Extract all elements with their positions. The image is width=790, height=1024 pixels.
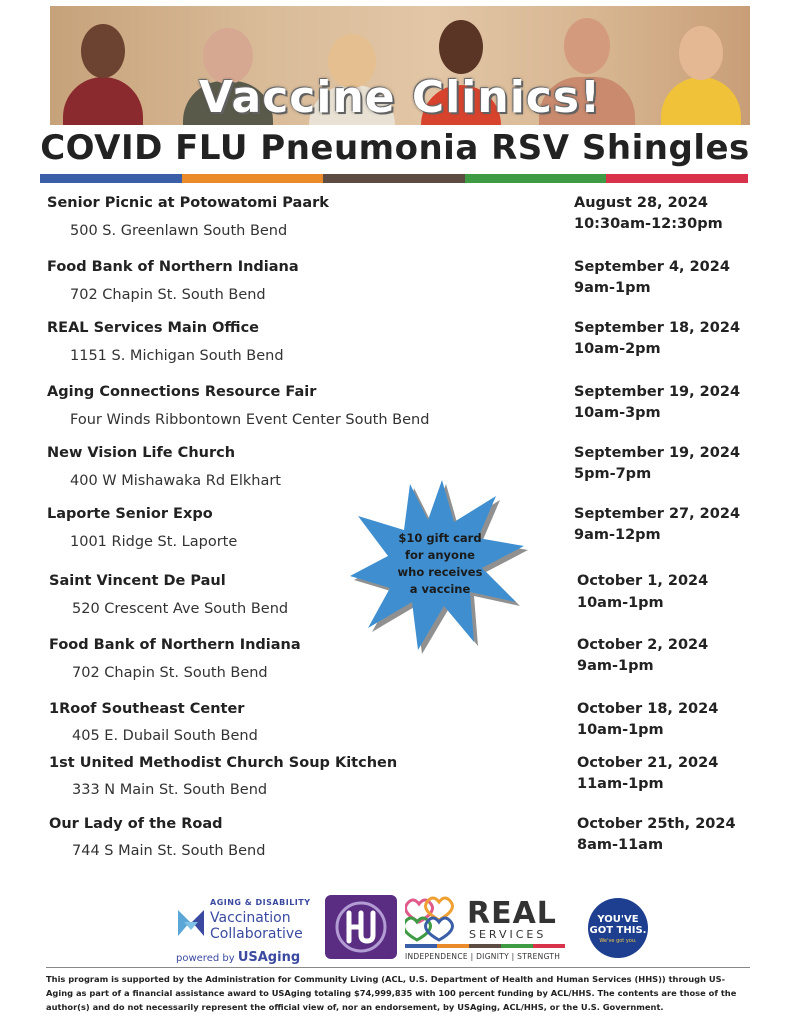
clinic-time: 9am-1pm	[574, 280, 651, 296]
avc-mark-icon	[176, 908, 206, 938]
clinic-time: 10am-2pm	[574, 341, 661, 357]
gift-card-line: $10 gift card	[398, 531, 482, 545]
avc-powered-by	[176, 950, 300, 965]
ygt-sub-text: We've got you.	[599, 938, 637, 944]
clinic-time: 10:30am-12:30pm	[574, 216, 723, 232]
gift-card-line: a vaccine	[409, 582, 471, 596]
avc-line-1: Vaccination	[210, 910, 291, 926]
clinic-name: Food Bank of Northern Indiana	[47, 259, 299, 275]
clinic-time: 10am-1pm	[577, 595, 664, 611]
hu-logo	[325, 895, 397, 959]
gift-card-offer	[380, 530, 500, 598]
clinic-address: 702 Chapin St. South Bend	[72, 665, 268, 681]
clinic-time: 9am-12pm	[574, 527, 661, 543]
clinic-name: New Vision Life Church	[47, 445, 236, 461]
clinic-date: September 18, 2024	[574, 320, 741, 336]
clinic-date: October 2, 2024	[577, 637, 709, 653]
real-wordmark: REAL	[467, 896, 557, 931]
clinic-address: 333 N Main St. South Bend	[72, 782, 268, 798]
vaccine-types-heading: COVID FLU Pneumonia RSV Shingles	[40, 128, 750, 168]
clinic-date: September 4, 2024	[574, 259, 730, 275]
clinic-name: Aging Connections Resource Fair	[47, 384, 317, 400]
clinic-address: 405 E. Dubail South Bend	[72, 728, 258, 744]
clinic-name: 1Roof Southeast Center	[49, 701, 245, 717]
clinic-date: October 18, 2024	[577, 701, 719, 717]
ygt-main-text: YOU'VE GOT THIS.	[589, 914, 647, 936]
usaging-brand: USAging	[237, 950, 301, 965]
color-divider-green	[465, 174, 607, 183]
powered-by-label: powered by	[176, 953, 235, 964]
real-color-bar	[405, 944, 565, 948]
funding-disclaimer: This program is supported by the Administration for Community Living (ACL, U.S. Department of Health and Human Services (HHS)) through US- Aging as part of a financial assistance award to USAging totaling $74,999,835 with 100 percent funding by ACL/HHS. The contents are those of the author(s) and do not necessarily represent the official view of, nor an endorsement, by USAging, ACL/HHS, or the U.S. Government.	[46, 974, 737, 1012]
clinic-address: 500 S. Greenlawn South Bend	[70, 223, 288, 239]
hu-mark-icon	[325, 895, 397, 959]
banner-title: Vaccine Clinics!	[198, 72, 602, 123]
color-divider	[40, 174, 748, 183]
gift-card-line: for anyone	[405, 548, 475, 562]
clinic-name: Saint Vincent De Paul	[49, 573, 226, 589]
clinic-name: Our Lady of the Road	[49, 816, 223, 832]
clinic-name: Laporte Senior Expo	[47, 506, 213, 522]
clinic-date: October 21, 2024	[577, 755, 719, 771]
clinic-name: REAL Services Main Office	[47, 320, 260, 336]
clinic-date: September 19, 2024	[574, 384, 741, 400]
clinic-address: 744 S Main St. South Bend	[72, 843, 266, 859]
clinic-time: 5pm-7pm	[574, 466, 652, 482]
color-divider-red	[606, 174, 748, 183]
avc-line-2: Collaborative	[210, 926, 303, 942]
clinic-name: 1st United Methodist Church Soup Kitchen	[49, 755, 398, 771]
clinic-date: October 25th, 2024	[577, 816, 736, 832]
heart-cluster-icon	[405, 894, 463, 944]
real-services-label: SERVICES	[469, 928, 547, 941]
color-divider-blue	[40, 174, 182, 183]
vaccination-collaborative-logo	[172, 898, 322, 963]
clinic-time: 8am-11am	[577, 837, 664, 853]
color-divider-orange	[182, 174, 324, 183]
clinic-name: Food Bank of Northern Indiana	[49, 637, 301, 653]
clinic-address: 1151 S. Michigan South Bend	[70, 348, 284, 364]
clinic-time: 9am-1pm	[577, 658, 654, 674]
avc-kicker: AGING & DISABILITY	[210, 898, 311, 907]
clinic-address: 1001 Ridge St. Laporte	[70, 534, 238, 550]
clinic-address: 702 Chapin St. South Bend	[70, 287, 266, 303]
color-divider-brown	[323, 174, 465, 183]
youve-got-this-badge	[588, 898, 648, 958]
sponsor-logos	[0, 890, 790, 970]
clinic-address: Four Winds Ribbontown Event Center South Bend	[70, 412, 430, 428]
clinic-time: 10am-3pm	[574, 405, 661, 421]
footer-divider	[46, 967, 750, 968]
clinic-time: 11am-1pm	[577, 776, 664, 792]
real-tagline: INDEPENDENCE | DIGNITY | STRENGTH	[405, 952, 561, 961]
clinic-name: Senior Picnic at Potowatomi Paark	[47, 195, 329, 211]
clinic-date: September 27, 2024	[574, 506, 741, 522]
clinic-date: August 28, 2024	[574, 195, 708, 211]
gift-card-line: who receives	[397, 565, 483, 579]
clinic-date: September 19, 2024	[574, 445, 741, 461]
clinic-address: 520 Crescent Ave South Bend	[72, 601, 289, 617]
clinic-time: 10am-1pm	[577, 722, 664, 738]
banner-photo	[50, 6, 750, 125]
clinic-address: 400 W Mishawaka Rd Elkhart	[70, 473, 281, 489]
real-services-logo	[405, 894, 565, 964]
clinic-date: October 1, 2024	[577, 573, 709, 589]
